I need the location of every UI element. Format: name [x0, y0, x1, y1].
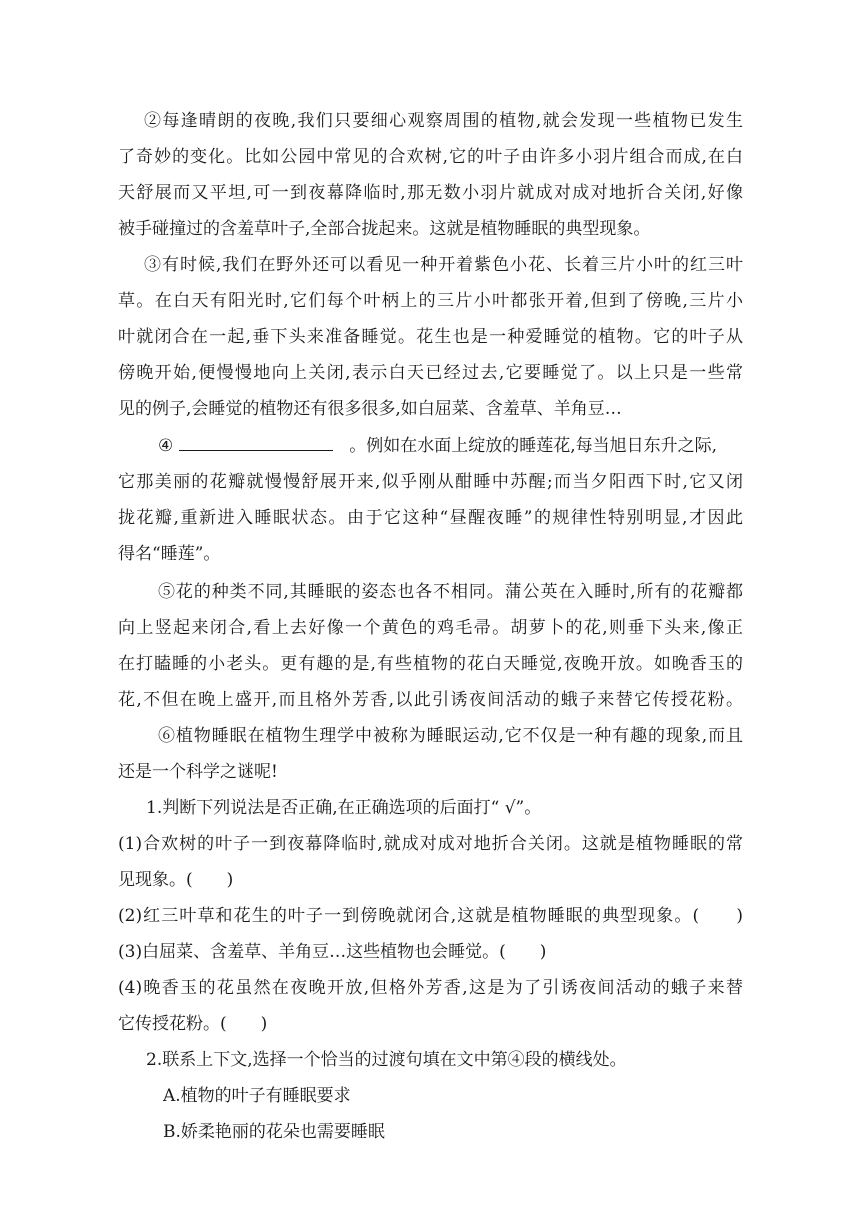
passage-line: 被手碰撞过的含羞草叶子,全部合拢起来。这就是植物睡眠的典型现象。 [118, 219, 651, 239]
question-2-title: 2.联系上下文,选择一个恰当的过渡句填在文中第④段的横线处。 [146, 1050, 627, 1070]
question-1-item: (1)合欢树的叶子一到夜幕降临时,就成对成对地折合关闭。这就是植物睡眠的常 [118, 834, 743, 854]
question-1-item: (4)晚香玉的花虽然在夜晚开放,但格外芳香,这是为了引诱夜间活动的蛾子来替 [118, 978, 743, 998]
passage-line: 得名“睡莲”。 [118, 544, 221, 564]
passage-line: 向上竖起来闭合,看上去好像一个黄色的鸡毛帚。胡萝卜的花,则垂下头来,像正 [118, 618, 743, 638]
passage-line: 草。在白天有阳光时,它们每个叶柄上的三片小叶都张开着,但到了傍晚,三片小 [118, 291, 743, 311]
passage-line-with-blank [158, 431, 743, 461]
passage-line: 了奇妙的变化。比如公园中常见的合欢树,它的叶子由许多小羽片组合而成,在白 [118, 147, 743, 167]
passage-line: 在打瞌睡的小老头。更有趣的是,有些植物的花白天睡觉,夜晚开放。如晚香玉的 [118, 654, 743, 674]
passage-line: 拢花瓣,重新进入睡眠状态。由于它这种“昼醒夜睡”的规律性特别明显,才因此 [118, 508, 743, 528]
passage-line: 它那美丽的花瓣就慢慢舒展开来,似乎刚从酣睡中苏醒;而当夕阳西下时,它又闭 [118, 472, 743, 492]
question-2-option-a: A.植物的叶子有睡眠要求 [163, 1086, 351, 1106]
passage-line: 叶就闭合在一起,垂下头来准备睡觉。花生也是一种爱睡觉的植物。它的叶子从 [118, 327, 743, 347]
passage-line: ③有时候,我们在野外还可以看见一种开着紫色小花、长着三片小叶的红三叶 [144, 255, 743, 275]
passage-line: ⑥植物睡眠在植物生理学中被称为睡眠运动,它不仅是一种有趣的现象,而且 [158, 726, 743, 746]
question-1-item: 它传授花粉。( ) [118, 1014, 268, 1034]
passage-line: 花,不但在晚上盛开,而且格外芳香,以此引诱夜间活动的蛾子来替它传授花粉。 [118, 690, 743, 710]
question-1-item: (3)白屈菜、含羞草、羊角豆…这些植物也会睡觉。( ) [118, 942, 547, 962]
passage-text: 。例如在水面上绽放的睡莲花,每当旭日东升之际, [349, 436, 718, 456]
passage-line: ②每逢晴朗的夜晚,我们只要细心观察周围的植物,就会发现一些植物已发生 [144, 111, 743, 131]
passage-line: ⑤花的种类不同,其睡眠的姿态也各不相同。蒲公英在入睡时,所有的花瓣都 [158, 582, 743, 602]
question-1-title: 1.判断下列说法是否正确,在正确选项的后面打“ √”。 [146, 798, 542, 818]
passage-line: 傍晚开始,便慢慢地向上关闭,表示白天已经过去,它要睡觉了。以上只是一些常 [118, 363, 743, 383]
passage-line: 天舒展而又平坦,可一到夜幕降临时,那无数小羽片就成对成对地折合关闭,好像 [118, 183, 743, 203]
paragraph-number: ④ [158, 436, 174, 456]
question-1-item: 见现象。( ) [118, 870, 234, 890]
passage-line: 还是一个科学之谜呢! [118, 762, 278, 782]
question-2-option-b: B.娇柔艳丽的花朵也需要睡眠 [163, 1122, 385, 1142]
question-1-item: (2)红三叶草和花生的叶子一到傍晚就闭合,这就是植物睡眠的典型现象。( ) [118, 906, 743, 926]
fill-in-blank[interactable] [179, 432, 333, 451]
passage-line: 见的例子,会睡觉的植物还有很多很多,如白屈菜、含羞草、羊角豆… [118, 399, 622, 419]
